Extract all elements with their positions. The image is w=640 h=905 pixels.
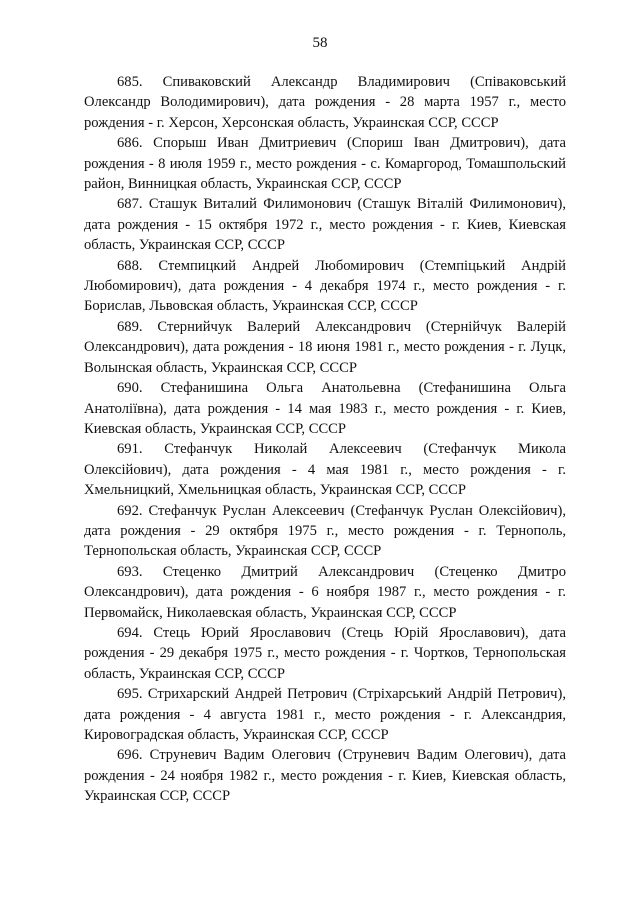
list-item: 693. Стеценко Дмитрий Александрович (Стеценко Дмитро Олександрович), дата рождения - 6 ноября 1987 г., место рождения - г. Первомайск, Николаевская область, Украинская ССР, СССР [84,563,566,621]
entry-list [84,72,566,807]
list-item: 689. Стернийчук Валерий Александрович (Стернійчук Валерій Олександрович), дата рождения - 18 июня 1981 г., место рождения - г. Луцк, Волынская область, Украинская ССР, СССР [84,318,566,376]
list-item: 690. Стефанишина Ольга Анатольевна (Стефанишина Ольга Анатоліївна), дата рождения - 14 мая 1983 г., место рождения - г. Киев, Киевская область, Украинская ССР, СССР [84,380,566,437]
page-number: 58 [312,35,328,51]
list-item: 691. Стефанчук Николай Алексеевич (Стефанчук Микола Олексійович), дата рождения - 4 мая 1981 г., место рождения - г. Хмельницкий, Хмельницкая область, Украинская ССР, СССР [84,441,566,499]
list-item: 694. Стець Юрий Ярославович (Стець Юрій Ярославович), дата рождения - 29 декабря 1975 г., место рождения - г. Чортков, Тернопольская область, Украинская ССР, СССР [84,624,566,682]
list-item: 688. Стемпицкий Андрей Любомирович (Стемпіцький Андрій Любомирович), дата рождения - 4 декабря 1974 г., место рождения - г. Борислав, Львовская область, Украинская ССР, СССР [84,257,566,315]
list-item: 687. Сташук Виталий Филимонович (Сташук Віталій Филимонович), дата рождения - 15 октября 1972 г., место рождения - г. Киев, Киевская область, Украинская ССР, СССР [84,196,566,254]
list-item: 696. Струневич Вадим Олегович (Струневич Вадим Олегович), дата рождения - 24 ноября 1982 г., место рождения - г. Киев, Киевская область, Украинская ССР, СССР [84,747,566,805]
list-item: 686. Спорыш Иван Дмитриевич (Спориш Іван Дмитрович), дата рождения - 8 июля 1959 г., место рождения - с. Комаргород, Томашпольский район, Винницкая область, Украинская ССР, СССР [84,135,566,193]
list-item: 695. Стрихарский Андрей Петрович (Стріхарський Андрій Петрович), дата рождения - 4 августа 1981 г., место рождения - г. Александрия, Кировоградская область, Украинская ССР, СССР [84,686,566,743]
list-item: 692. Стефанчук Руслан Алексеевич (Стефанчук Руслан Олексійович), дата рождения - 29 октября 1975 г., место рождения - г. Тернополь, Тернопольская область, Украинская ССР, СССР [84,502,566,560]
list-item: 685. Спиваковский Александр Владимирович (Співаковський Олександр Володимирович), дата рождения - 28 марта 1957 г., место рождения - г. Херсон, Херсонская область, Украинская ССР, СССР [84,74,566,131]
